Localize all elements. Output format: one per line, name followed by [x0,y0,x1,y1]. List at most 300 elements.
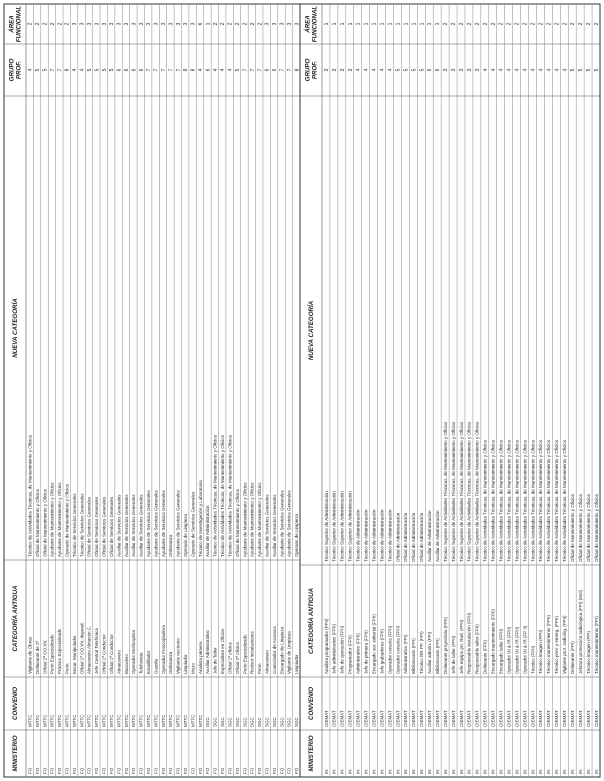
cell-nueva-categoria: Técnico de Actividades Técnicas, de Mantenimiento y Oficios [506,440,512,562]
cell-area-funcional: 2 [459,22,465,26]
cell-grupo-prof: 5 [42,68,49,72]
cell-nueva-categoria: Ayudante de Servicios Generales [175,490,181,557]
table-row [362,4,370,777]
cell-area-funcional: 2 [443,22,450,26]
cell-ministerio: IN [387,769,393,774]
cell-area-funcional: 3 [86,22,93,26]
table-row [48,4,56,777]
table-row [330,4,338,777]
cell-grupo-prof: 3 [451,68,458,72]
cell-nueva-categoria: Técnico de Actividades Técnicas, de Mantenimiento y Oficios [530,440,536,562]
cell-categoria-antigua: Delineante proyectista (FPII) [442,616,448,674]
cell-grupo-prof: 7 [57,68,64,72]
cell-convenio: CIEMAT [379,710,385,727]
table-row [584,4,592,777]
cell-categoria-antigua: Almacenero [116,649,122,674]
table-row [393,4,401,777]
cell-area-funcional: 3 [175,22,182,26]
cell-ministerio: FO [86,767,92,774]
header-area-funcional: FUNCIONAL [15,5,23,43]
cell-convenio: MTTC [49,714,55,727]
cell-ministerio: IN [323,769,329,774]
cell-nueva-categoria: Técnico Superior de Actividades Técnicas, de Mantenimiento y Oficios [474,421,480,562]
table-row [33,4,41,777]
header-area-funcional: ÁREA [304,15,312,33]
cell-area-funcional: 3 [146,22,153,26]
cell-convenio: CIEMAT [458,710,464,727]
cell-categoria-antigua: Responsable taller (FPII) [474,624,480,674]
cell-convenio: CIEMAT [538,710,544,727]
cell-nueva-categoria: Técnico de Actividades Técnicas, de Mantenimiento y Oficios [27,435,33,557]
cell-nueva-categoria: Técnico de Actividades Técnicas, de Mantenimiento y Oficios [538,440,544,562]
cell-convenio: CIEMAT [490,710,496,727]
cell-area-funcional: 1 [427,22,434,26]
cell-nueva-categoria: Oficial de Mantenimiento y Oficios [577,493,583,562]
cell-categoria-antigua: Jefe de primera (FPII) [363,630,369,674]
cell-nueva-categoria: Auxiliar de Servicios Generales [271,494,277,557]
cell-nueva-categoria: Operario de Limpieza [183,513,189,557]
cell-categoria-antigua: Delineante (FPII) [482,639,488,674]
cell-categoria-antigua: Delineante de 2ª [34,640,40,674]
table-row [473,4,481,777]
cell-nueva-categoria: Oficial de Mantenimiento y Oficios [42,488,48,557]
table-row [196,4,204,777]
cell-grupo-prof: 8 [190,68,197,72]
cell-ministerio: IN [482,769,488,774]
table-row [137,4,145,777]
table-row [285,4,293,777]
cell-grupo-prof: 3 [339,68,346,72]
cell-ministerio: IN [570,769,575,774]
cell-ministerio: FO [79,767,85,774]
cell-convenio: CIEMAT [331,710,337,727]
cell-area-funcional: 2 [514,22,521,26]
cell-categoria-antigua: Analista programador (FPII) [323,618,329,674]
cell-categoria-antigua: Controlador de Accesos [271,626,277,674]
cell-categoria-antigua: Responsable instalación (FPII) [466,612,472,674]
table-row [592,4,600,777]
cell-convenio: CIEMAT [427,710,433,727]
cell-categoria-antigua: Limpiador [183,654,189,674]
cell-convenio: MTTC [197,714,203,727]
table-row [226,4,234,777]
cell-area-funcional: 6 [198,22,205,26]
cell-categoria-antigua: Bibliotecario (FPI) [411,638,417,674]
cell-nueva-categoria: Oficial de Mantenimiento y Oficios [234,488,240,557]
cell-area-funcional: 3 [294,22,301,26]
cell-categoria-antigua: Vigilante de Obras [27,637,33,674]
table-row [441,4,449,777]
cell-grupo-prof: 7 [249,68,256,72]
cell-nueva-categoria: Técnico Superior de Administración [323,491,329,562]
tables-root [4,4,600,777]
cell-nueva-categoria: Oficial de Mantenimiento y Oficios [570,493,575,562]
cell-ministerio: IN [562,769,568,774]
cell-nueva-categoria: Auxiliar de Administración [427,510,433,562]
cell-grupo-prof: 5 [235,68,242,72]
cell-area-funcional: 1 [363,22,370,26]
cell-nueva-categoria: Técnico de Actividades Técnicas, de Mantenimiento y Oficios [482,440,488,562]
cell-categoria-antigua: Almacenero [264,649,270,674]
cell-ministerio: FO [175,767,181,774]
cell-categoria-antigua: Oficial 2ª oficios [234,642,240,674]
header-grupo-prof: PROF. [15,60,23,80]
header-nueva-categoria: NUEVA CATEGORÍA [12,298,19,358]
cell-area-funcional: 3 [138,22,145,26]
table-row [370,4,378,777]
cell-categoria-antigua: Jefe administrativo (FPII) [331,623,337,674]
cell-area-funcional: 1 [379,22,386,26]
cell-nueva-categoria: Técnico de Actividades Técnicas, de Mantenimiento y Oficios [562,440,568,562]
cell-grupo-prof: 4 [198,68,205,72]
cell-ministerio: FO [249,767,255,774]
cell-grupo-prof: 3 [443,68,450,72]
cell-ministerio: IN [434,769,440,774]
cell-convenio: CIEMAT [371,710,377,727]
cell-grupo-prof: 5 [586,68,593,72]
cell-convenio: CIEMAT [434,710,440,727]
cell-convenio: MTTC [116,714,122,727]
cell-grupo-prof: 7 [161,68,167,72]
cell-grupo-prof: 3 [466,68,473,72]
table-header [9,4,27,777]
cell-ministerio: FO [220,767,226,774]
cell-nueva-categoria: Técnico de Actividades Técnicas, de Mantenimiento y Oficios [514,440,520,562]
table-0 [4,4,300,777]
cell-categoria-antigua: Oficial 1ª oficios [227,642,233,674]
cell-convenio: CIEMAT [570,710,575,727]
table-row [115,4,123,777]
cell-nueva-categoria: Auxiliar de Administración [205,505,211,557]
table-row [465,4,473,777]
cell-area-funcional: 2 [64,22,71,26]
cell-ministerio: FO [116,767,122,774]
header-grupo-prof: PROF. [311,60,319,80]
cell-ministerio: IN [458,769,464,774]
cell-grupo-prof: 7 [153,68,160,72]
cell-categoria-antigua: Telefonista [138,652,144,674]
cell-area-funcional: 3 [109,22,116,26]
cell-nueva-categoria: Ayudante de Servicios Generales [145,490,151,557]
cell-grupo-prof: 4 [355,68,362,72]
header-ministerio: MINISTERIO [308,735,315,772]
cell-area-funcional: 2 [57,22,64,26]
cell-categoria-antigua: Peón Especializado [242,634,248,674]
cell-categoria-antigua: Estadillador [145,650,151,674]
cell-categoria-antigua: Operador IN & IR (FP II) [522,625,528,674]
cell-convenio: CIEMAT [522,710,528,727]
cell-convenio: SGC [227,717,233,727]
cell-categoria-antigua: Oficial 2ª OO.VV. [42,639,48,674]
cell-convenio: MTTC [168,714,174,727]
table-1 [300,4,600,777]
table-row [182,4,190,777]
cell-convenio: SGC [212,717,218,727]
cell-categoria-antigua: Jefe Central Telefónica [94,628,100,674]
cell-area-funcional: 2 [498,22,505,26]
cell-categoria-antigua: Jefe de operación (FPII) [339,625,345,674]
cell-grupo-prof: 3 [474,68,481,72]
table-row [174,4,182,777]
cell-nueva-categoria: Oficial de Servicios Generales [101,496,107,557]
cell-grupo-prof: 8 [64,68,71,72]
table-row [386,4,394,777]
cell-area-funcional: 3 [264,22,271,26]
cell-grupo-prof: 4 [27,68,34,72]
cell-grupo-prof: 4 [490,68,497,72]
cell-categoria-antigua: Técnico mantenimiento (FPII) [546,614,552,674]
cell-grupo-prof: 4 [538,68,545,72]
cell-grupo-prof: 7 [49,68,56,72]
cell-nueva-categoria: Técnico de Servicios Generales [79,493,85,557]
cell-convenio: MTTC [27,714,33,727]
cell-area-funcional: 3 [286,22,293,26]
cell-grupo-prof: 4 [482,68,489,72]
cell-categoria-antigua: Peón [64,663,70,674]
cell-grupo-prof: 4 [554,68,561,72]
cell-ministerio: FO [153,767,159,774]
table-row [85,4,93,777]
cell-ministerio: FO [212,767,218,774]
cell-grupo-prof: 4 [387,68,394,72]
cell-ministerio: FO [197,767,203,774]
cell-area-funcional: 2 [466,22,473,26]
cell-categoria-antigua: Auxiliar Administrativo [205,629,211,674]
table-row [560,4,568,777]
cell-area-funcional: 1 [435,22,442,26]
cell-area-funcional: 2 [570,22,577,26]
cell-categoria-antigua: Almacenero Almacén C. [86,625,92,674]
cell-nueva-categoria: Oficial de Mantenimiento y Oficios [593,493,599,562]
cell-grupo-prof: 3 [331,68,338,72]
cell-grupo-prof: 6 [264,68,271,72]
header-grupo-prof: GRUPO [304,58,312,82]
cell-nueva-categoria: Ordenanza [168,534,174,557]
table-row [63,4,71,777]
cell-convenio: SGC [271,717,277,727]
cell-ministerio: FO [286,767,292,774]
cell-area-funcional: 1 [403,22,410,26]
cell-convenio: CIEMAT [387,710,393,727]
table-row [568,4,576,777]
cell-area-funcional: 2 [586,22,593,26]
cell-convenio: MTTC [138,714,144,727]
cell-categoria-antigua: Operador consola (FPII) [395,625,401,674]
cell-categoria-antigua: Especialista en Oficios [220,628,226,674]
table-row [346,4,354,777]
cell-ministerio: FO [42,767,48,774]
cell-convenio: CIEMAT [355,710,361,727]
cell-categoria-antigua: Jefe equipo prt. Rad. (FPII) [458,619,464,674]
table-row [219,4,227,777]
cell-grupo-prof: 6 [427,68,434,72]
cell-grupo-prof: 5 [594,68,601,72]
cell-nueva-categoria: Técnico de Actividades Técnicas, de Mantenimiento y Oficios [498,440,504,562]
cell-ministerio: FO [108,767,114,774]
cell-grupo-prof: 4 [79,68,86,72]
cell-ministerio: IN [498,769,504,774]
cell-ministerio: IN [466,769,472,774]
header-categoria-antigua: CATEGORÍA ANTIGUA [308,587,315,655]
cell-ministerio: FO [264,767,270,774]
cell-nueva-categoria: Oficial de Administración [403,512,409,562]
cell-nueva-categoria: Técnico Superior de Administración [339,491,345,562]
cell-convenio: MTTC [64,714,70,727]
cell-ministerio: IN [331,769,337,774]
cell-grupo-prof: 7 [242,68,249,72]
cell-convenio: CIEMAT [577,710,583,727]
cell-area-funcional: 2 [49,22,56,26]
cell-categoria-antigua: Peón [257,663,263,674]
cell-grupo-prof: 4 [227,68,234,72]
cell-categoria-antigua: Técnico prev. y emerg. (FPII) [554,616,560,674]
cell-area-funcional: 2 [482,22,489,26]
cell-nueva-categoria: Técnico Superior de Actividades Técnicas, de Mantenimiento y Oficios [442,421,448,562]
cell-convenio: MTTC [57,714,63,727]
cell-categoria-antigua: Operador Multicopista [131,629,137,674]
cell-categoria-antigua: Técnico imagen (FPII) [538,629,544,674]
cell-convenio: CIEMAT [363,710,369,727]
table-row [536,4,544,777]
cell-nueva-categoria: Auxiliar de Servicios Generales [123,494,129,557]
cell-categoria-antigua: Vigilante de Limpieza [286,631,292,674]
cell-convenio: CIEMAT [474,710,480,727]
cell-nueva-categoria: Técnico de Actividades Técnicas, de Mantenimiento y Oficios [212,435,218,557]
cell-ministerio: IN [403,769,409,774]
cell-ministerio: IN [514,769,520,774]
cell-area-funcional: 3 [72,22,79,26]
table-row [505,4,513,777]
table-row [489,4,497,777]
cell-area-funcional: 3 [168,22,175,26]
cell-convenio: SGC [264,717,270,727]
cell-area-funcional: 1 [395,22,402,26]
cell-area-funcional: 1 [419,22,426,26]
cell-nueva-categoria: Ayudante de Servicios Generales [153,490,159,557]
cell-area-funcional: 2 [530,22,537,26]
cell-area-funcional: 1 [205,22,212,26]
cell-area-funcional: 2 [522,22,529,26]
table-row [270,4,278,777]
cell-ministerio: IN [530,769,536,774]
table-row [211,4,219,777]
cell-ministerio: IN [450,769,456,774]
cell-categoria-antigua: Revisor Instalaciones [249,631,255,674]
cell-convenio: CIEMAT [506,710,512,727]
cell-area-funcional: 3 [116,22,123,26]
cell-ministerio: FO [34,767,40,774]
table-header [305,4,323,777]
cell-ministerio: FO [64,767,70,774]
cell-categoria-antigua: Jefatura protección radiológica (FPI) (Mol) [577,589,583,674]
cell-grupo-prof: 5 [109,68,116,72]
cell-categoria-antigua: Jefe grabadores (FPII) [379,628,385,674]
cell-nueva-categoria: Técnico de Actividades Técnicas, de Mantenimiento y Oficios [522,440,528,562]
cell-categoria-antigua: Auxiliar admón. (FPI) [427,631,433,674]
cell-nueva-categoria: Oficial de Mantenimiento y Oficios [34,488,40,557]
cell-ministerio: FO [242,767,248,774]
cell-ministerio: FO [131,767,137,774]
table-row [481,4,489,777]
cell-grupo-prof: 3 [323,68,330,72]
cell-convenio: CIEMAT [466,710,472,727]
cell-ministerio: IN [419,769,425,774]
cell-area-funcional: 2 [538,22,545,26]
cell-categoria-antigua: Ordenanza [168,651,174,674]
cell-convenio: MTTC [183,714,189,727]
cell-grupo-prof: 7 [175,68,182,72]
cell-grupo-prof: 5 [411,68,418,72]
cell-area-funcional: 2 [212,22,219,26]
cell-area-funcional: 2 [490,22,497,26]
cell-area-funcional: 2 [220,22,227,26]
cell-nueva-categoria: Oficial de Administración [419,512,425,562]
cell-ministerio: IN [490,769,496,774]
cell-grupo-prof: 4 [72,68,79,72]
cell-ministerio: IN [371,769,377,774]
cell-grupo-prof: 6 [435,68,442,72]
cell-nueva-categoria: Técnico de Actividades Técnicas, de Mantenimiento y Oficios [227,435,233,557]
table-row [338,4,346,777]
cell-ministerio: IN [577,769,583,774]
cell-categoria-antigua: Bibliotecario (FPI) [434,638,440,674]
table-row [497,4,505,777]
cell-grupo-prof: 6 [131,68,138,72]
cell-categoria-antigua: Técnico RR.PP. (FPI) [419,631,425,674]
cell-area-funcional: 2 [451,22,458,26]
table-row [324,22,330,774]
cell-grupo-prof: 6 [272,68,279,72]
table-row [159,4,167,777]
cell-categoria-antigua: Técnico (FPII) [530,645,536,674]
cell-ministerio: FO [234,767,240,774]
cell-categoria-antigua: Oficial 1ª Conductor [108,634,114,674]
cell-nueva-categoria: Técnico de Administración [363,509,369,562]
cell-grupo-prof: 6 [205,68,212,72]
cell-ministerio: FO [205,767,211,774]
cell-grupo-prof: 4 [514,68,521,72]
cell-convenio: SGC [249,717,255,727]
cell-nueva-categoria: Operario de Servicios Generales [190,491,196,557]
cell-grupo-prof: 4 [506,68,513,72]
cell-convenio: MTTC [34,714,40,727]
cell-area-funcional: 3 [94,22,101,26]
cell-nueva-categoria: Auxiliar de Servicios Generales [131,494,137,557]
cell-grupo-prof: 5 [94,68,101,72]
cell-area-funcional: 1 [355,22,362,26]
cell-ministerio: FO [57,767,63,774]
table-row [278,4,286,777]
cell-area-funcional: 1 [331,22,338,26]
cell-ministerio: IN [593,769,599,774]
cell-categoria-antigua: Administrativo (FPI) [403,634,409,674]
table-row [93,4,101,777]
cell-nueva-categoria: Técnico Superior de Actividades Técnicas, de Mantenimiento y Oficios [458,421,464,562]
cell-convenio: SGC [294,717,300,727]
cell-area-funcional: 3 [279,22,286,26]
table-row [70,4,78,777]
cell-area-funcional: 2 [227,22,234,26]
cell-ministerio: IN [427,769,433,774]
cell-nueva-categoria: Ayudante de Mantenimiento y Oficios [49,482,55,557]
cell-convenio: CIEMAT [562,710,568,727]
table-row [28,22,34,774]
cell-nueva-categoria: Oficial de Administración [395,512,401,562]
cell-area-funcional: 2 [562,22,569,26]
cell-categoria-antigua: Oficial 1ª OO.VV. depend. [79,622,85,674]
cell-ministerio: FO [183,767,189,774]
cell-convenio: MTTC [153,714,159,727]
